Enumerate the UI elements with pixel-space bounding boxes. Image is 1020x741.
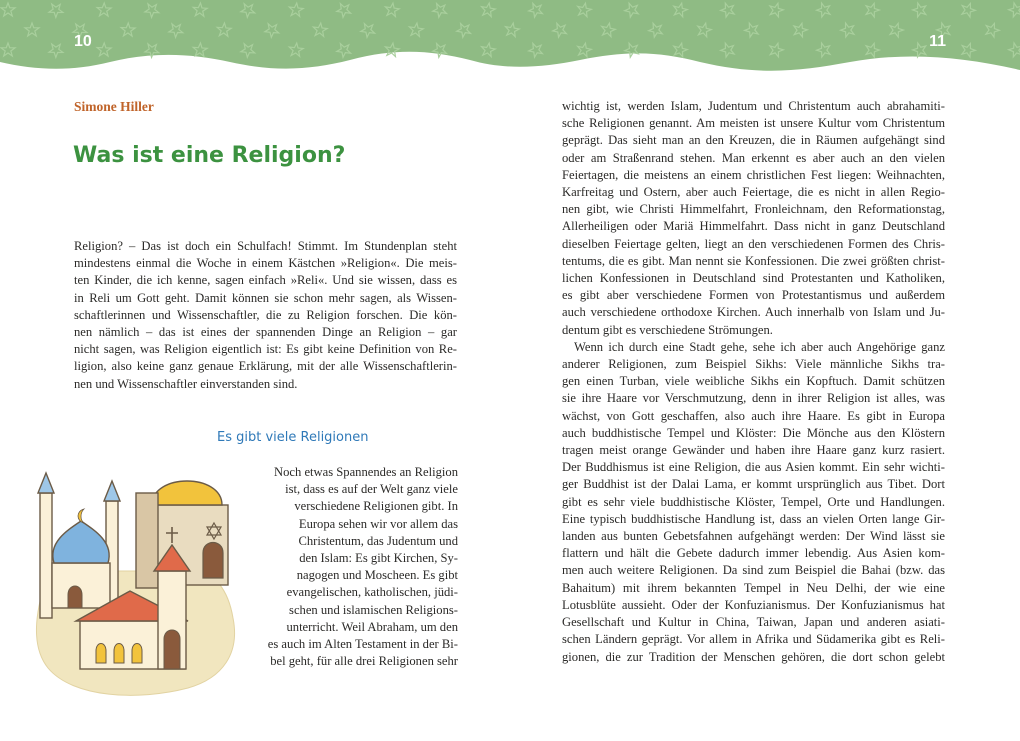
text-line: Christentum, das Judentum und — [298, 533, 458, 548]
text-line: auch verschiedene orthodoxe Kirchen. Auch innerhalb von Islam und Ju- — [562, 305, 945, 320]
text-line: Religion? – Das ist doch ein Schulfach! Stimmt. Im Stundenplan steht — [74, 239, 457, 253]
text-line: tragen meist orange Gewänder und haben ihre Haare ganz kurz rasiert. — [562, 443, 945, 458]
header-band — [0, 0, 1020, 71]
text-line: sie ihre Haare vor Verschmutzung, denn in ihrer Religion ist alles, was — [562, 391, 945, 406]
text-line: Karfreitag und Ostern, aber auch Feiertage, die es nicht in allen Regio- — [562, 185, 945, 200]
text-line: Noch etwas Spannendes an Religion — [274, 465, 458, 479]
section-heading: Es gibt viele Religionen — [217, 430, 369, 445]
religious-buildings-illustration — [18, 453, 244, 703]
text-line: tentums, die es gibt. Man nennt sie Konfessionen. Die zwei größten christ- — [562, 253, 945, 268]
header-banner — [0, 0, 1020, 90]
text-line: Der Buddhismus ist eine Religion, die aus Asien kommt. Ein sehr wichti- — [562, 460, 945, 475]
text-line: ger Buddhist ist der Dalai Lama, er kommt ursprünglich aus Tibet. Dort — [562, 477, 945, 492]
text-line: nen und Wissenschaftler einverstanden sind. — [74, 376, 298, 391]
text-line: dentum gibt es verschiedene Strömungen. — [562, 322, 773, 337]
text-line: gionen, die zur Tradition der Menschen gehören, die dort schon gelebt — [562, 649, 945, 664]
text-line: mindestens einmal die Woche in einem Kästchen »Religion«. Die meis- — [74, 256, 457, 271]
right-column-text — [562, 98, 945, 666]
text-line: ten Kinder, die ich kenne, sagen einfach »Reli«. Und sie wissen, dass es — [74, 273, 457, 288]
text-line: unterricht. Weil Abraham, um den — [286, 619, 458, 634]
text-line: Bahaitum) mit ihrem bekannten Tempel in Neu Delhi, der wie eine — [562, 580, 945, 595]
text-line: geprägt. Das sieht man an den Kreuzen, die in Räumen aufgehängt sind — [562, 133, 945, 148]
text-line: Lotusblüte aussieht. Oder der Konfuzianismus. Der Konfuzianismus hat — [562, 597, 945, 612]
text-line: nen gibt, wie Christi Himmelfahrt, Fronleichnam, den Reformationstag, — [562, 202, 945, 217]
text-line: nen nämlich – das ist eines der spannenden Dinge an Religion – gar — [74, 325, 457, 340]
page-title: Was ist eine Religion? — [73, 143, 346, 168]
text-line: oder am Straßenrand stehen. Man erkennt es aber auch an den vielen — [562, 150, 945, 165]
text-line: lichen Konfessionen in Deutschland sind Protestanten und Katholiken, — [562, 271, 945, 286]
text-line: Wenn ich durch eine Stadt gehe, sehe ich aber auch Angehörige ganz — [574, 339, 945, 354]
text-line: auch buddhistische Tempel und Klöster: Die Mönche aus den Klöstern — [562, 425, 945, 440]
text-line: wächst, von Gott geschaffen, also auch ihre Haare. Es gibt in Europa — [562, 408, 945, 423]
intro-paragraph — [74, 238, 457, 393]
text-line: schaftlerinnen und Wissenschaftler, die zu Religion forschen. Die kön- — [74, 307, 457, 322]
text-line: wichtig ist, werden Islam, Judentum und Christentum auch abrahamiti- — [562, 99, 945, 113]
text-line: Europa sehen wir vor allem das — [298, 516, 458, 531]
text-line: anderer Religionen, zum Beispiel Sikhs: Viele männliche Sikhs tra- — [562, 357, 945, 372]
text-line: flattern und hält die Gebete dadurch immer lebendig. Aus Asien kom- — [562, 546, 945, 561]
text-line: sche Religionen genannt. Am meisten ist unsere Kultur vom Christentum — [562, 116, 945, 131]
author-name: Simone Hiller — [74, 99, 154, 114]
text-line: bel geht, für alle drei Religionen sehr — [270, 654, 458, 669]
text-line: landen aus bunten Gebetsfahnen aufgehängt werden: Der Wind lässt sie — [562, 529, 945, 544]
text-line: schen Ländern geprägt. Vor allem in Afrika und Südamerika gibt es Reli- — [562, 632, 945, 647]
text-line: gibt es sehr viele buddhistische Klöster, Tempel, Orte und Handlungen. — [562, 494, 945, 509]
text-line: Eine typisch buddhistische Handlung ist, dass an vielen Orten lange Gir- — [562, 511, 945, 526]
text-line: dieselben Feiertage gelten, liegt an den verschiedenen Formen des Chris- — [562, 236, 945, 251]
text-line: men auch weitere Religionen. Da sind zum Beispiel die Bahai (bzw. das — [562, 563, 945, 578]
religions-paragraph — [238, 464, 458, 670]
text-line: verschiedene Religionen gibt. In — [294, 499, 458, 514]
text-line: es auch im Alten Testament in der Bi- — [267, 637, 458, 652]
text-line: nagogen und Moscheen. Es gibt — [296, 568, 458, 583]
text-line: evangelischen, katholischen, jüdi- — [286, 585, 458, 600]
page-number-right: 11 — [929, 33, 946, 50]
text-line: Feiertagen, die meistens an einem christlichen Fest liegen: Weihnachten, — [562, 167, 945, 182]
text-line: es gibt aber verschiedene Formen von Protestantismus und außerdem — [562, 288, 945, 303]
text-line: nicht sagen, was Religion eigentlich ist: Es gibt keine Definition von Re- — [74, 342, 457, 357]
page-number-left: 10 — [74, 33, 92, 50]
text-line: Allerheiligen oder Mariä Himmelfahrt. Dass nicht in ganz Deutschland — [562, 219, 945, 234]
text-line: ist, dass es auf der Welt ganz viele — [285, 482, 458, 497]
text-line: ligion, also keine ganz genaue Erklärung, mit der alle Wissenschaftlerin- — [74, 359, 457, 374]
text-line: den Islam: Es gibt Kirchen, Sy- — [299, 551, 458, 566]
text-line: schen und islamischen Religions- — [289, 602, 458, 617]
text-line: gen einen Turban, viele weibliche Sikhs ein Kopftuch. Damit schützen — [562, 374, 945, 389]
text-line: in Reli um Gott geht. Damit können sie schon mehr sagen, als Wissen- — [74, 290, 457, 305]
text-line: Gesellschaft und Kultur in China, Taiwan, Japan und anderen asiati- — [562, 615, 945, 630]
